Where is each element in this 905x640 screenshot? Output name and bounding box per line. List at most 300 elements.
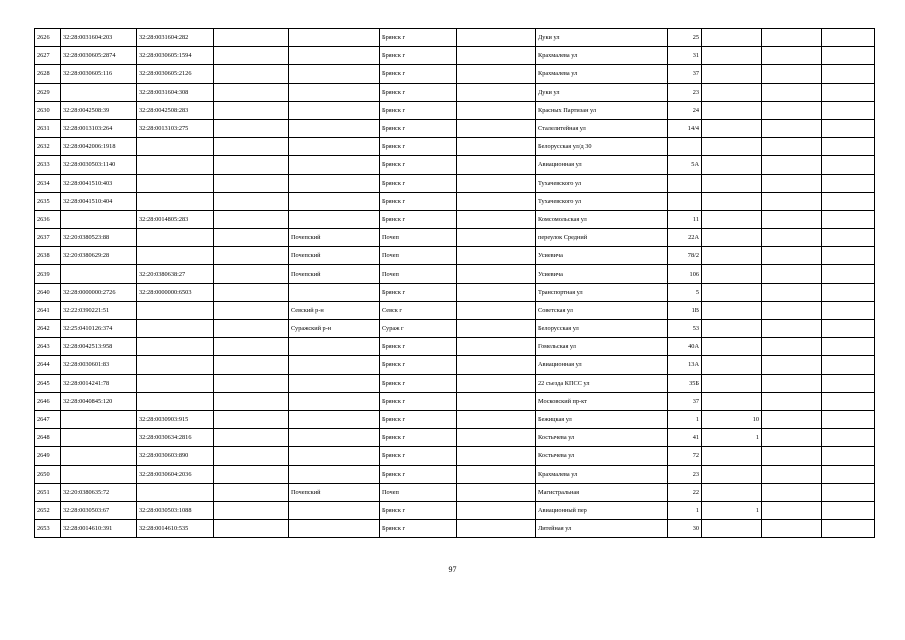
cell-col-blank: [214, 247, 289, 265]
cell-house-number: 22А: [668, 229, 702, 247]
cell-street: Крахмалева ул: [536, 47, 668, 65]
cell-cadastral-number-2: 32:28:0042508:283: [137, 101, 214, 119]
cell-col-blank-2: [457, 338, 536, 356]
cell-street: Усиевича: [536, 247, 668, 265]
cell-col-blank-2: [457, 210, 536, 228]
cell-row-number: 2649: [35, 447, 61, 465]
cell-city: Брянск г: [380, 465, 457, 483]
cell-building: [702, 192, 762, 210]
table-row: [35, 301, 875, 319]
cell-cadastral-number: 32:22:0390221:51: [61, 301, 137, 319]
cell-col-blank: [214, 265, 289, 283]
cell-building: [702, 65, 762, 83]
cell-street: Сталелитейная ул: [536, 119, 668, 137]
cell-cadastral-number: [61, 265, 137, 283]
cell-cadastral-number: 32:28:0040845:120: [61, 392, 137, 410]
cell-street: Авиационная ул: [536, 356, 668, 374]
cell-col-blank: [214, 301, 289, 319]
cell-building: [702, 210, 762, 228]
cell-district: [289, 138, 380, 156]
cell-cadastral-number-2: [137, 156, 214, 174]
cell-district: [289, 101, 380, 119]
cell-street: Авиационная ул: [536, 156, 668, 174]
cell-cadastral-number-2: 32:28:0030634:2816: [137, 429, 214, 447]
cell-cadastral-number-2: 32:28:0031604:282: [137, 29, 214, 47]
cell-building: [702, 301, 762, 319]
cell-row-number: 2639: [35, 265, 61, 283]
cell-col-blank: [214, 156, 289, 174]
cell-street: Литейная ул: [536, 520, 668, 538]
cell-col-blank: [214, 65, 289, 83]
cell-col-blank: [214, 283, 289, 301]
cell-cadastral-number-2: [137, 392, 214, 410]
cell-street: Дуки ул: [536, 29, 668, 47]
cell-col-extra: [822, 301, 875, 319]
cell-building: [702, 138, 762, 156]
cell-cadastral-number-2: [137, 192, 214, 210]
cell-flat: [762, 156, 822, 174]
cell-col-extra: [822, 101, 875, 119]
cell-flat: [762, 229, 822, 247]
cell-cadastral-number-2: 32:28:0013103:275: [137, 119, 214, 137]
cell-col-extra: [822, 138, 875, 156]
cell-house-number: 11: [668, 210, 702, 228]
cell-city: Севск г: [380, 301, 457, 319]
cell-city: Брянск г: [380, 410, 457, 428]
cell-row-number: 2644: [35, 356, 61, 374]
cell-district: Суражский р-н: [289, 320, 380, 338]
cell-house-number: 1В: [668, 301, 702, 319]
cell-col-extra: [822, 247, 875, 265]
cell-building: [702, 156, 762, 174]
table-row: [35, 29, 875, 47]
cell-building: [702, 83, 762, 101]
cell-street: Тухачевского ул: [536, 174, 668, 192]
table-row: [35, 101, 875, 119]
cell-street: Тухачевского ул: [536, 192, 668, 210]
cell-cadastral-number: 32:20:0380635:72: [61, 483, 137, 501]
cell-col-blank-2: [457, 483, 536, 501]
cell-street: Белорусская ул/д 30: [536, 138, 668, 156]
cell-district: Почепский: [289, 247, 380, 265]
table-body: [35, 29, 875, 538]
cell-street: Авиационный пер: [536, 501, 668, 519]
cell-col-blank-2: [457, 192, 536, 210]
cell-col-blank: [214, 410, 289, 428]
cell-building: [702, 465, 762, 483]
cell-row-number: 2638: [35, 247, 61, 265]
table-row: [35, 483, 875, 501]
cell-cadastral-number: 32:28:0031604:203: [61, 29, 137, 47]
cell-flat: [762, 47, 822, 65]
table-row: [35, 447, 875, 465]
cell-col-blank-2: [457, 301, 536, 319]
cell-row-number: 2651: [35, 483, 61, 501]
cell-col-extra: [822, 119, 875, 137]
cell-cadastral-number: 32:28:0014610:391: [61, 520, 137, 538]
cell-city: Брянск г: [380, 374, 457, 392]
table-row: [35, 356, 875, 374]
cell-row-number: 2634: [35, 174, 61, 192]
cell-col-extra: [822, 229, 875, 247]
cell-flat: [762, 447, 822, 465]
cell-row-number: 2637: [35, 229, 61, 247]
cell-col-blank: [214, 47, 289, 65]
cell-flat: [762, 29, 822, 47]
cell-col-extra: [822, 174, 875, 192]
cell-row-number: 2630: [35, 101, 61, 119]
cell-col-blank: [214, 447, 289, 465]
cell-flat: [762, 101, 822, 119]
cell-building: 10: [702, 410, 762, 428]
cell-cadastral-number-2: 32:28:0030604:2036: [137, 465, 214, 483]
cell-house-number: 106: [668, 265, 702, 283]
cell-city: Почеп: [380, 229, 457, 247]
cell-col-extra: [822, 356, 875, 374]
table-row: [35, 392, 875, 410]
cell-col-extra: [822, 65, 875, 83]
cell-house-number: [668, 138, 702, 156]
cell-cadastral-number-2: 32:28:0014805:283: [137, 210, 214, 228]
cell-cadastral-number: 32:28:0000000:2726: [61, 283, 137, 301]
cell-street: Крахмалева ул: [536, 65, 668, 83]
cell-col-extra: [822, 501, 875, 519]
cell-city: Брянск г: [380, 356, 457, 374]
cell-district: [289, 65, 380, 83]
cell-house-number: 22: [668, 483, 702, 501]
cell-city: Брянск г: [380, 101, 457, 119]
cell-street: Гомельская ул: [536, 338, 668, 356]
cell-col-extra: [822, 320, 875, 338]
cell-district: Севский р-н: [289, 301, 380, 319]
cell-flat: [762, 410, 822, 428]
cell-building: [702, 483, 762, 501]
cell-cadastral-number: 32:20:0380629:28: [61, 247, 137, 265]
cell-row-number: 2633: [35, 156, 61, 174]
cell-city: Брянск г: [380, 338, 457, 356]
cell-flat: [762, 247, 822, 265]
cell-flat: [762, 174, 822, 192]
cell-building: 1: [702, 501, 762, 519]
cell-house-number: 31: [668, 47, 702, 65]
cell-building: [702, 229, 762, 247]
cell-house-number: 1: [668, 410, 702, 428]
cell-house-number: 72: [668, 447, 702, 465]
cell-row-number: 2629: [35, 83, 61, 101]
cell-street: Транспортная ул: [536, 283, 668, 301]
cell-col-blank-2: [457, 283, 536, 301]
cell-district: [289, 83, 380, 101]
cell-district: [289, 156, 380, 174]
cell-cadastral-number: [61, 210, 137, 228]
cell-col-blank-2: [457, 447, 536, 465]
cell-street: Дуки ул: [536, 83, 668, 101]
cell-cadastral-number: 32:20:0380523:88: [61, 229, 137, 247]
cell-cadastral-number: [61, 410, 137, 428]
cell-city: Брянск г: [380, 429, 457, 447]
cell-row-number: 2641: [35, 301, 61, 319]
cell-city: Брянск г: [380, 520, 457, 538]
table-row: [35, 138, 875, 156]
cell-flat: [762, 501, 822, 519]
cell-flat: [762, 119, 822, 137]
cell-col-blank-2: [457, 138, 536, 156]
cell-city: Почеп: [380, 265, 457, 283]
cell-building: [702, 374, 762, 392]
cell-district: [289, 174, 380, 192]
cell-city: Брянск г: [380, 192, 457, 210]
cell-district: [289, 520, 380, 538]
cell-col-extra: [822, 410, 875, 428]
cell-col-blank: [214, 520, 289, 538]
cell-col-extra: [822, 283, 875, 301]
cell-street: Комсомольская ул: [536, 210, 668, 228]
cell-cadastral-number-2: [137, 247, 214, 265]
document-table: [34, 28, 875, 538]
cell-col-blank-2: [457, 47, 536, 65]
cell-col-blank-2: [457, 501, 536, 519]
cell-house-number: 24: [668, 101, 702, 119]
cell-street: Крахмалева ул: [536, 465, 668, 483]
table-row: [35, 192, 875, 210]
cell-row-number: 2631: [35, 119, 61, 137]
cell-col-blank: [214, 429, 289, 447]
cell-street: Костычева ул: [536, 447, 668, 465]
cell-col-extra: [822, 429, 875, 447]
cell-district: [289, 192, 380, 210]
cell-house-number: 1: [668, 501, 702, 519]
cell-cadastral-number: [61, 447, 137, 465]
table-row: [35, 501, 875, 519]
table-row: [35, 283, 875, 301]
cell-city: Почеп: [380, 247, 457, 265]
cell-col-blank-2: [457, 374, 536, 392]
cell-cadastral-number-2: [137, 229, 214, 247]
cell-street: Бежицкая ул: [536, 410, 668, 428]
cell-cadastral-number: [61, 465, 137, 483]
cell-cadastral-number: 32:28:0041510:403: [61, 174, 137, 192]
cell-street: Магистральная: [536, 483, 668, 501]
cell-district: [289, 429, 380, 447]
cell-col-extra: [822, 29, 875, 47]
cell-house-number: 35Б: [668, 374, 702, 392]
cell-cadastral-number-2: 32:28:0030503:1088: [137, 501, 214, 519]
cell-district: Почепский: [289, 229, 380, 247]
cell-flat: [762, 465, 822, 483]
cell-flat: [762, 138, 822, 156]
cell-row-number: 2645: [35, 374, 61, 392]
cell-row-number: 2648: [35, 429, 61, 447]
cell-building: [702, 29, 762, 47]
cell-row-number: 2626: [35, 29, 61, 47]
cell-cadastral-number: 32:28:0042006:1918: [61, 138, 137, 156]
cell-col-extra: [822, 465, 875, 483]
cell-district: Почепский: [289, 265, 380, 283]
cell-col-blank: [214, 83, 289, 101]
cell-col-extra: [822, 338, 875, 356]
cell-col-blank: [214, 483, 289, 501]
cell-flat: [762, 65, 822, 83]
cell-city: Брянск г: [380, 210, 457, 228]
cell-district: [289, 29, 380, 47]
cell-col-blank-2: [457, 65, 536, 83]
cell-row-number: 2632: [35, 138, 61, 156]
cell-city: Брянск г: [380, 283, 457, 301]
cell-col-blank-2: [457, 410, 536, 428]
cell-flat: [762, 301, 822, 319]
table-row: [35, 156, 875, 174]
cell-district: [289, 447, 380, 465]
cell-cadastral-number: 32:28:0013103:264: [61, 119, 137, 137]
cell-building: [702, 392, 762, 410]
cell-district: [289, 501, 380, 519]
table-row: [35, 429, 875, 447]
cell-building: [702, 447, 762, 465]
cell-cadastral-number: 32:28:0042508:39: [61, 101, 137, 119]
cell-row-number: 2653: [35, 520, 61, 538]
cell-col-blank: [214, 465, 289, 483]
table-row: [35, 83, 875, 101]
cell-cadastral-number-2: 32:28:0030903:915: [137, 410, 214, 428]
cell-cadastral-number: 32:28:0030503:67: [61, 501, 137, 519]
cell-row-number: 2640: [35, 283, 61, 301]
cell-city: Брянск г: [380, 501, 457, 519]
cell-district: [289, 47, 380, 65]
cell-building: [702, 174, 762, 192]
cell-city: Брянск г: [380, 138, 457, 156]
cell-col-extra: [822, 392, 875, 410]
cell-col-blank: [214, 174, 289, 192]
cell-col-blank-2: [457, 465, 536, 483]
cell-flat: [762, 520, 822, 538]
cell-building: [702, 265, 762, 283]
page-number: 97: [448, 565, 457, 574]
cell-city: Брянск г: [380, 447, 457, 465]
cell-row-number: 2650: [35, 465, 61, 483]
cell-building: [702, 338, 762, 356]
cell-cadastral-number: 32:25:0410126:374: [61, 320, 137, 338]
cell-building: [702, 320, 762, 338]
cell-house-number: 23: [668, 83, 702, 101]
cell-cadastral-number: [61, 429, 137, 447]
cell-flat: [762, 265, 822, 283]
cell-col-blank: [214, 229, 289, 247]
cell-col-blank-2: [457, 101, 536, 119]
cell-district: [289, 119, 380, 137]
cell-city: Брянск г: [380, 392, 457, 410]
cell-flat: [762, 483, 822, 501]
cell-col-blank-2: [457, 174, 536, 192]
cell-flat: [762, 83, 822, 101]
cell-row-number: 2627: [35, 47, 61, 65]
cell-row-number: 2647: [35, 410, 61, 428]
cell-cadastral-number-2: [137, 338, 214, 356]
cell-col-blank: [214, 192, 289, 210]
cell-col-extra: [822, 156, 875, 174]
cell-col-extra: [822, 374, 875, 392]
cell-col-blank-2: [457, 83, 536, 101]
cell-house-number: [668, 174, 702, 192]
cell-col-blank: [214, 138, 289, 156]
cell-col-blank-2: [457, 119, 536, 137]
cell-col-blank: [214, 374, 289, 392]
cell-col-blank: [214, 392, 289, 410]
table-row: [35, 247, 875, 265]
cell-flat: [762, 283, 822, 301]
cell-flat: [762, 392, 822, 410]
cell-flat: [762, 210, 822, 228]
cell-street: Костычева ул: [536, 429, 668, 447]
cell-building: [702, 119, 762, 137]
cell-cadastral-number-2: [137, 356, 214, 374]
cell-cadastral-number: [61, 83, 137, 101]
cell-col-extra: [822, 447, 875, 465]
cell-row-number: 2636: [35, 210, 61, 228]
cell-city: Почеп: [380, 483, 457, 501]
cell-col-blank: [214, 338, 289, 356]
cell-building: [702, 47, 762, 65]
cell-city: Брянск г: [380, 174, 457, 192]
cell-city: Брянск г: [380, 29, 457, 47]
cell-col-extra: [822, 265, 875, 283]
cell-col-blank-2: [457, 356, 536, 374]
cell-col-extra: [822, 47, 875, 65]
table-row: [35, 174, 875, 192]
cell-flat: [762, 320, 822, 338]
cell-street: Белорусская ул: [536, 320, 668, 338]
table-row: [35, 65, 875, 83]
table-row: [35, 520, 875, 538]
cell-city: Брянск г: [380, 119, 457, 137]
cell-col-blank-2: [457, 156, 536, 174]
cell-col-blank-2: [457, 29, 536, 47]
cell-house-number: 37: [668, 392, 702, 410]
cell-col-blank-2: [457, 320, 536, 338]
cell-cadastral-number-2: [137, 374, 214, 392]
cell-cadastral-number: 32:28:0042513:958: [61, 338, 137, 356]
cell-house-number: 23: [668, 465, 702, 483]
cell-house-number: 37: [668, 65, 702, 83]
cell-city: Брянск г: [380, 156, 457, 174]
cell-house-number: 5: [668, 283, 702, 301]
cell-row-number: 2643: [35, 338, 61, 356]
cell-city: Сураж г: [380, 320, 457, 338]
cell-cadastral-number-2: 32:28:0030603:890: [137, 447, 214, 465]
cell-col-blank-2: [457, 247, 536, 265]
cell-house-number: 40А: [668, 338, 702, 356]
cell-house-number: 5А: [668, 156, 702, 174]
cell-flat: [762, 429, 822, 447]
cell-house-number: 30: [668, 520, 702, 538]
cell-street: Советская ул: [536, 301, 668, 319]
cell-street: 22 съезда КПСС ул: [536, 374, 668, 392]
cell-col-blank-2: [457, 265, 536, 283]
cell-cadastral-number: 32:28:0030605:2874: [61, 47, 137, 65]
cell-street: переулок Средний: [536, 229, 668, 247]
cell-col-blank: [214, 101, 289, 119]
cell-cadastral-number-2: 32:28:0000000:6503: [137, 283, 214, 301]
cell-district: [289, 465, 380, 483]
cell-col-blank-2: [457, 392, 536, 410]
cell-row-number: 2652: [35, 501, 61, 519]
table-row: [35, 465, 875, 483]
cell-district: [289, 410, 380, 428]
table-row: [35, 374, 875, 392]
cell-district: [289, 356, 380, 374]
cell-building: [702, 247, 762, 265]
cell-city: Брянск г: [380, 65, 457, 83]
cell-street: Красных Партизан ул: [536, 101, 668, 119]
